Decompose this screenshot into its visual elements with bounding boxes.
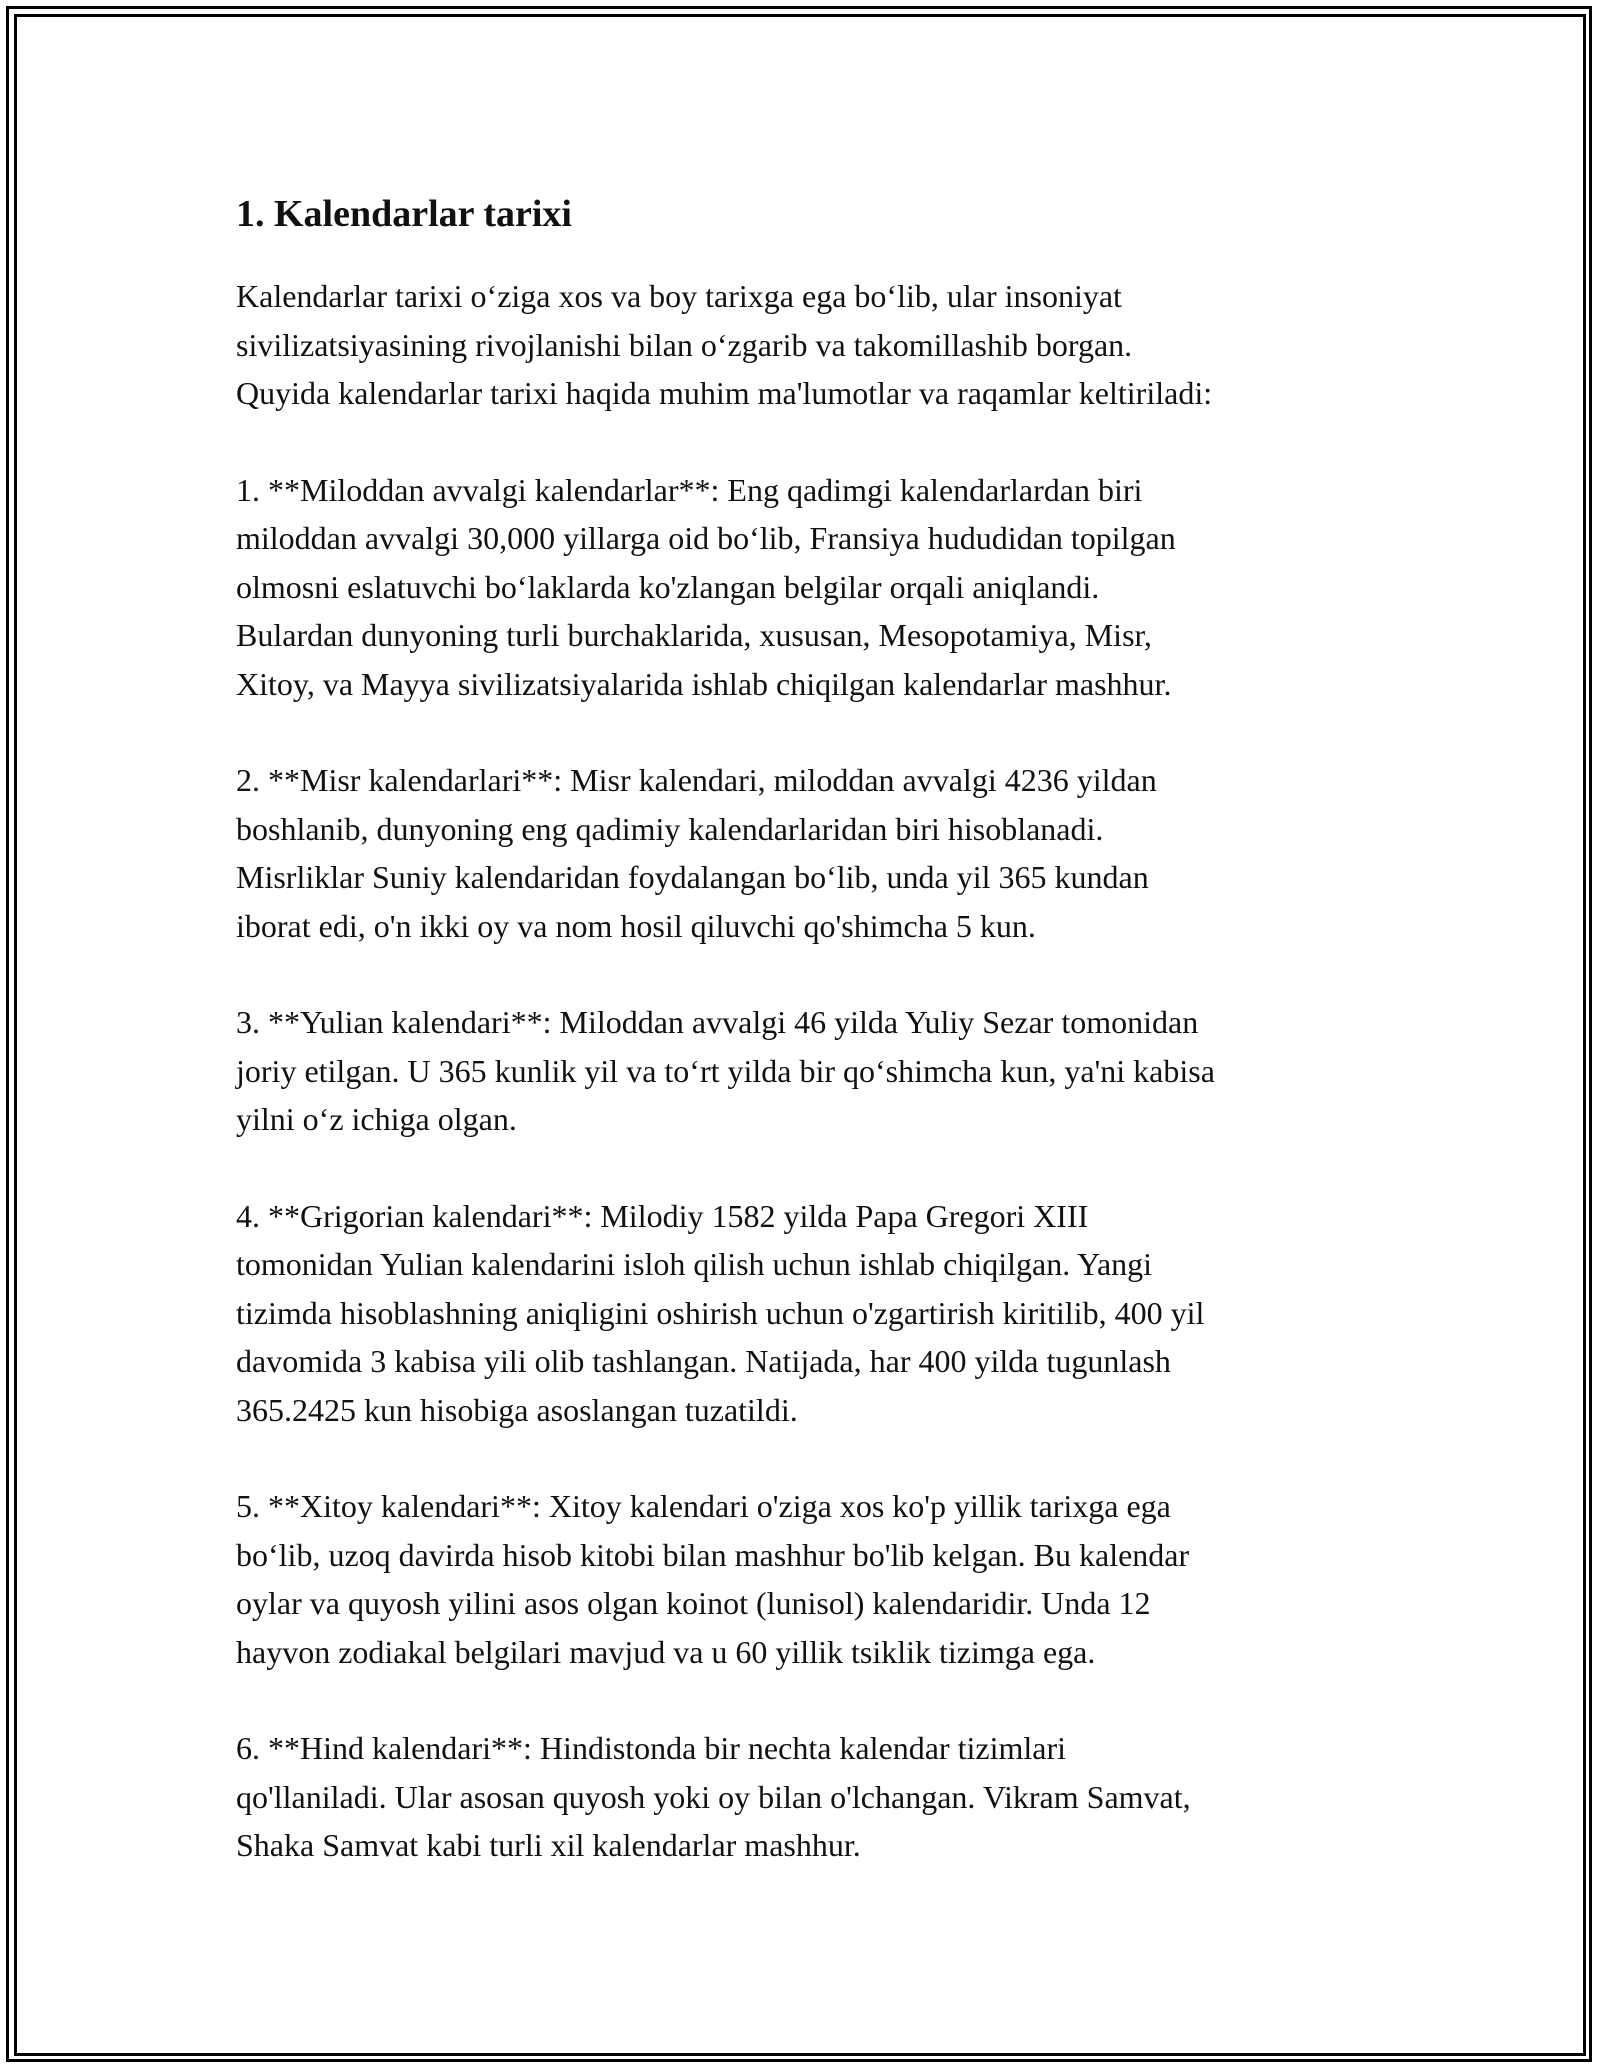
list-item-hind: 6. **Hind kalendari**: Hindistonda bir nechta kalendar tizimlari qo'llaniladi. Ular asosan quyosh yoki oy bilan o'lchangan. Vikram Samvat, Shaka Samvat kabi turli xil kalendarlar mashhur. bbox=[236, 1730, 1191, 1863]
list-item-yulian: 3. **Yulian kalendari**: Miloddan avvalgi 46 yilda Yuliy Sezar tomonidan joriy etilgan. U 365 kunlik yil va to‘rt yilda bir qo‘shimcha kun, ya'ni kabisa yilni o‘z ichiga olgan. bbox=[236, 1004, 1215, 1137]
list-item-grigorian: 4. **Grigorian kalendari**: Milodiy 1582 yilda Papa Gregori XIII tomonidan Yulian kalendarini isloh qilish uchun ishlab chiqilgan. Yangi tizimda hisoblashning aniqligini oshirish uchun o'zgartirish kiritilib, 400 yil davomida 3 kabisa yili olib tashlangan. Natijada, har 400 yilda tugunlash 365.2425 kun hisobiga asoslangan tuzatildi. bbox=[236, 1197, 1205, 1428]
list-item-miloddan-avvalgi: 1. **Miloddan avvalgi kalendarlar**: Eng qadimgi kalendarlardan biri miloddan avvalgi 30,000 yillarga oid bo‘lib, Fransiya hududidan topilgan olmosni eslatuvchi bo‘laklarda ko'zlangan belgilar orqali aniqlandi. Bulardan dunyoning turli burchaklarida, xususan, Mesopotamiya, Misr, Xitoy, va Mayya sivilizatsiyalarida ishlab chiqilgan kalendarlar mashhur. bbox=[236, 471, 1176, 702]
intro-paragraph: Kalendarlar tarixi o‘ziga xos va boy tarixga ega bo‘lib, ular insoniyat sivilizatsiyasining rivojlanishi bilan o‘zgarib va takomillashib borgan. Quyida kalendarlar tarixi haqida muhim ma'lumotlar va raqamlar keltiriladi: bbox=[236, 278, 1213, 411]
list-item-misr: 2. **Misr kalendarlari**: Misr kalendari, miloddan avvalgi 4236 yildan boshlanib, dunyoning eng qadimiy kalendarlaridan biri hisoblanadi. Misrliklar Suniy kalendaridan foydalangan bo‘lib, unda yil 365 kundan iborat edi, o'n ikki oy va nom hosil qiluvchi qo'shimcha 5 kun. bbox=[236, 762, 1157, 944]
document-body bbox=[236, 190, 1386, 1918]
section-heading: 1. Kalendarlar tarixi bbox=[236, 193, 572, 235]
list-item-xitoy: 5. **Xitoy kalendari**: Xitoy kalendari o'ziga xos ko'p yillik tarixga ega bo‘lib, uzoq davirda hisob kitobi bilan mashhur bo'lib kelgan. Bu kalendar oylar va quyosh yilini asos olgan koinot (lunisol) kalendaridir. Unda 12 hayvon zodiakal belgilari mavjud va u 60 yillik tsiklik tizimga ega. bbox=[236, 1488, 1190, 1670]
